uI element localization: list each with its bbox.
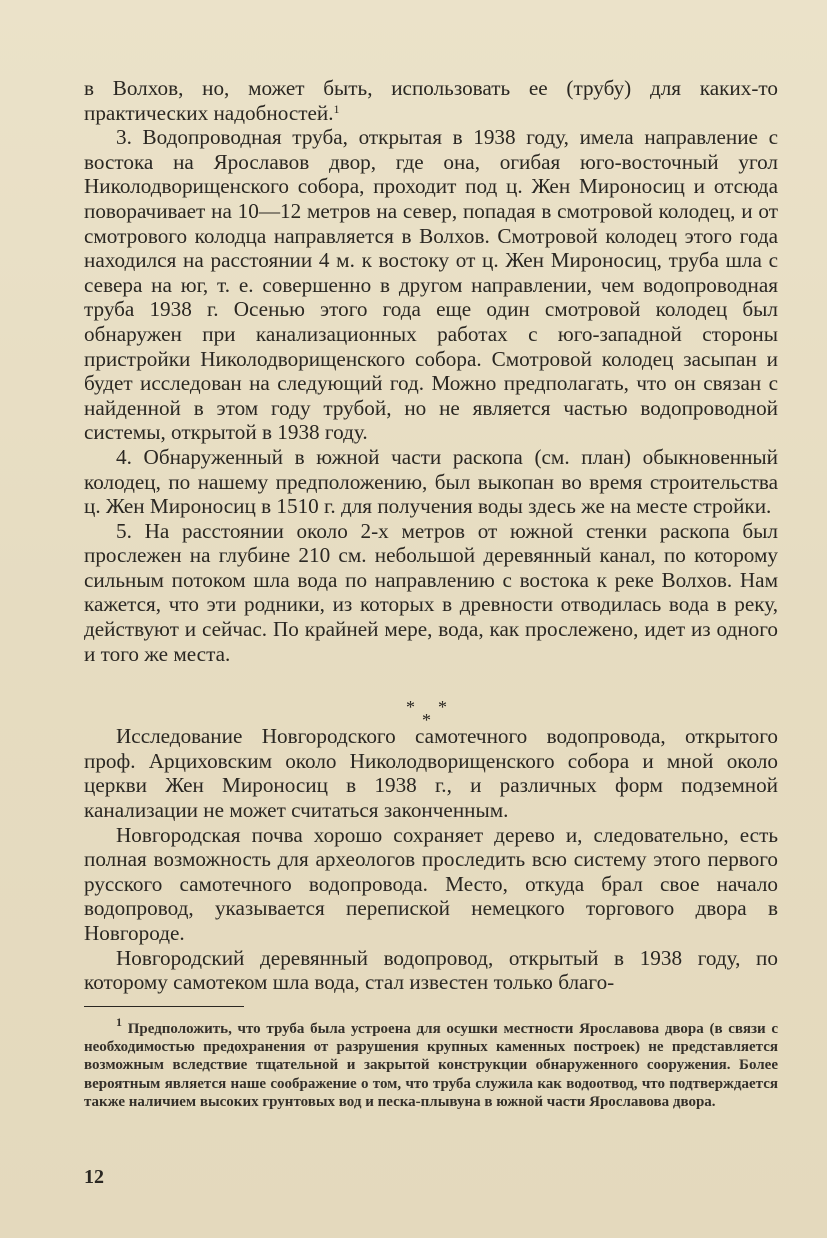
asterisk: * xyxy=(438,697,447,717)
paragraph-item-3: 3. Водопроводная труба, открытая в 1938 году, имела направление с востока на Ярославов двор, где она, огибая юго-восточный угол Николодворищенского собора, проходит под ц. Жен Мироносиц и отсюда поворачивает на 10—12 метров на север, попадая в смотровой колодец, и от смотрового колодца направляется в Волхов. Смотровой колодец этого года находился на расстоянии 4 м. к востоку от ц. Жен Мироносиц, труба шла с севера на юг, т. е. совершенно в другом направлении, чем водопроводная труба 1938 г. Осенью этого года еще один смотровой колодец был обнаружен при канализационных работах с юго-западной стороны пристройки Николодворищенского собора. Смотровой колодец засыпан и будет исследован на следующий год. Можно предполагать, что он связан с найденной в этом году трубой, но не является частью водопроводной системы, открытой в 1938 году. xyxy=(84,125,778,445)
footnote-body: Предположить, что труба была устроена для осушки местности Ярославова двора (в связи с необходимостью предохранения от разрушения крупных каменных построек) не представляется возможным вследствие тщательной и закрытой конструкции обнаруженного сооружения. Более вероятным является наше соображение о том, что труба служила как водоотвод, что подтверждается также наличием высоких грунтовых вод и песка-плывуна в южной части Ярославова двора. xyxy=(84,1021,778,1110)
paragraph-item-4: 4. Обнаруженный в южной части раскопа (см. план) обыкновенный колодец, по нашему предположению, был выкопан во время строительства ц. Жен Мироносиц в 1510 г. для получения воды здесь же на месте стройки. xyxy=(84,444,778,519)
footnote-rule xyxy=(84,1006,244,1007)
paragraph-conclusion: Исследование Новгородского самотечного водопровода, открытого проф. Арциховским около Николодворищенского собора и мной около церкви Жен Мироносиц в 1938 г., и различных форм подземной канализации не может считаться законченным. xyxy=(84,724,778,823)
footnote-text xyxy=(84,1015,778,1111)
paragraph-soil: Новгородская почва хорошо сохраняет дерево и, следовательно, есть полная возможность для археологов проследить всю систему этого первого русского самотечного водопровода. Место, откуда брал свое начало водопровод, указывается перепиской немецкого торгового двора в Новгороде. xyxy=(84,822,778,945)
footnote-reference: 1 xyxy=(333,101,340,116)
main-text xyxy=(84,76,778,995)
asterisk: * xyxy=(422,710,431,730)
paragraph-item-5: 5. На расстоянии около 2-х метров от южной стенки раскопа был прослежен на глубине 210 см. небольшой деревянный канал, по которому сильным потоком шла вода по направлению с востока к реке Волхов. Нам кажется, что эти родники, из которых в древности отводилась вода в реку, действуют и сейчас. По крайней мере, вода, как прослежено, идет из одного и того же места. xyxy=(84,518,778,666)
paragraph-text: в Волхов, но, может быть, использовать ее (трубу) для каких-то практических надобностей. xyxy=(84,76,778,125)
page-number: 12 xyxy=(84,1166,104,1188)
paragraph-pipeline: Новгородский деревянный водопровод, открытый в 1938 году, по которому самотеком шла вода, стал известен только благо- xyxy=(84,945,778,995)
paragraph-continuation xyxy=(84,76,778,125)
section-separator xyxy=(404,697,454,730)
footnote xyxy=(84,1015,778,1111)
asterisk: * xyxy=(406,697,415,717)
footnote-marker: 1 xyxy=(116,1015,122,1029)
